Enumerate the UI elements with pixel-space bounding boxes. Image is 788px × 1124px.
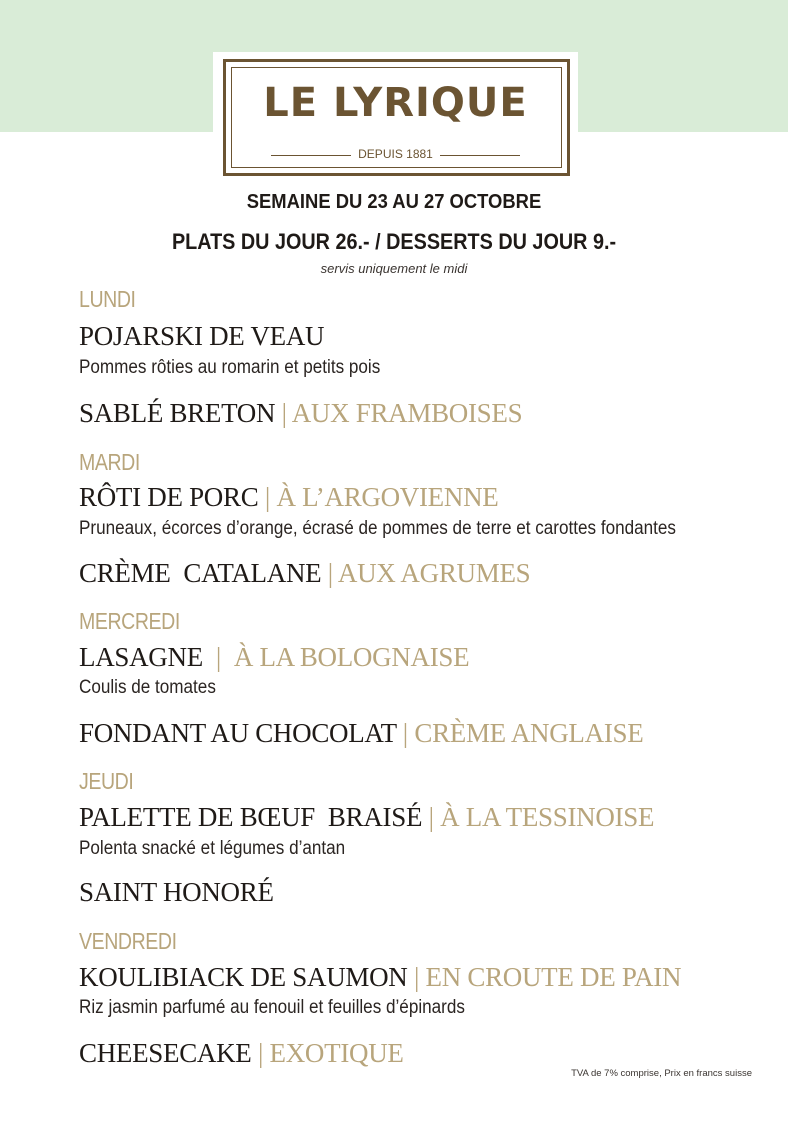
dessert-name: FONDANT AU CHOCOLAT [79, 718, 397, 748]
day-label-mercredi: MERCREDI [79, 608, 180, 634]
main-dish-jeudi [79, 802, 654, 833]
main-dish-mercredi [79, 642, 469, 673]
dessert-mardi [79, 558, 530, 589]
dish-accent: À L’ARGOVIENNE [276, 482, 499, 512]
day-label-vendredi: VENDREDI [79, 928, 177, 954]
service-note: servis uniquement le midi [320, 261, 468, 276]
dish-desc-mardi: Pruneaux, écorces d’orange, écrasé de pommes de terre et carottes fondantes [79, 518, 676, 539]
dessert-name: SABLÉ BRETON [79, 398, 276, 428]
main-dish-vendredi [79, 962, 681, 993]
dessert-accent: AUX FRAMBOISES [291, 398, 523, 428]
day-label-mardi: MARDI [79, 449, 140, 475]
day-label-lundi: LUNDI [79, 286, 136, 312]
logo-since [213, 147, 578, 161]
dish-accent: À LA TESSINOISE [440, 802, 655, 832]
dish-accent: À LA BOLOGNAISE [233, 642, 470, 672]
separator: | [215, 642, 221, 672]
logo [213, 52, 578, 184]
dessert-name: CHEESECAKE [79, 1038, 252, 1068]
dish-name: LASAGNE [79, 642, 203, 672]
dessert-jeudi [79, 877, 274, 908]
tva-note: TVA de 7% comprise, Prix en francs suisse [571, 1068, 752, 1079]
dessert-accent: AUX AGRUMES [337, 558, 531, 588]
dish-name: RÔTI DE PORC [79, 482, 259, 512]
dessert-lundi [79, 398, 522, 429]
separator: | [281, 398, 287, 428]
main-dish-mardi [79, 482, 498, 513]
dessert-accent: CRÈME ANGLAISE [414, 718, 644, 748]
dish-name: POJARSKI DE VEAU [79, 321, 325, 351]
separator: | [428, 802, 434, 832]
separator: | [402, 718, 408, 748]
dessert-name: CRÈME CATALANE [79, 558, 322, 588]
dessert-name: SAINT HONORÉ [79, 877, 274, 907]
main-dish-lundi [79, 321, 324, 352]
separator: | [327, 558, 333, 588]
dish-accent: EN CROUTE DE PAIN [425, 962, 682, 992]
dessert-vendredi [79, 1038, 404, 1069]
day-label-jeudi: JEUDI [79, 768, 134, 794]
dish-name: KOULIBIACK DE SAUMON [79, 962, 408, 992]
dish-desc-lundi: Pommes rôties au romarin et petits pois [79, 357, 381, 378]
logo-since-text: DEPUIS 1881 [351, 147, 440, 161]
dish-name: PALETTE DE BŒUF BRAISÉ [79, 802, 423, 832]
separator: | [264, 482, 270, 512]
separator: | [257, 1038, 264, 1068]
prices-title: PLATS DU JOUR 26.- / DESSERTS DU JOUR 9.- [171, 229, 617, 254]
week-title: SEMAINE DU 23 AU 27 OCTOBRE [246, 191, 542, 213]
dish-desc-jeudi: Polenta snacké et légumes d’antan [79, 838, 346, 859]
logo-title: LE LYRIQUE [263, 80, 528, 126]
dessert-accent: EXOTIQUE [269, 1038, 404, 1068]
dish-desc-vendredi: Riz jasmin parfumé au fenouil et feuilles d’épinards [79, 997, 465, 1018]
dessert-mercredi [79, 718, 643, 749]
separator: | [413, 962, 420, 992]
dish-desc-mercredi: Coulis de tomates [79, 677, 216, 698]
